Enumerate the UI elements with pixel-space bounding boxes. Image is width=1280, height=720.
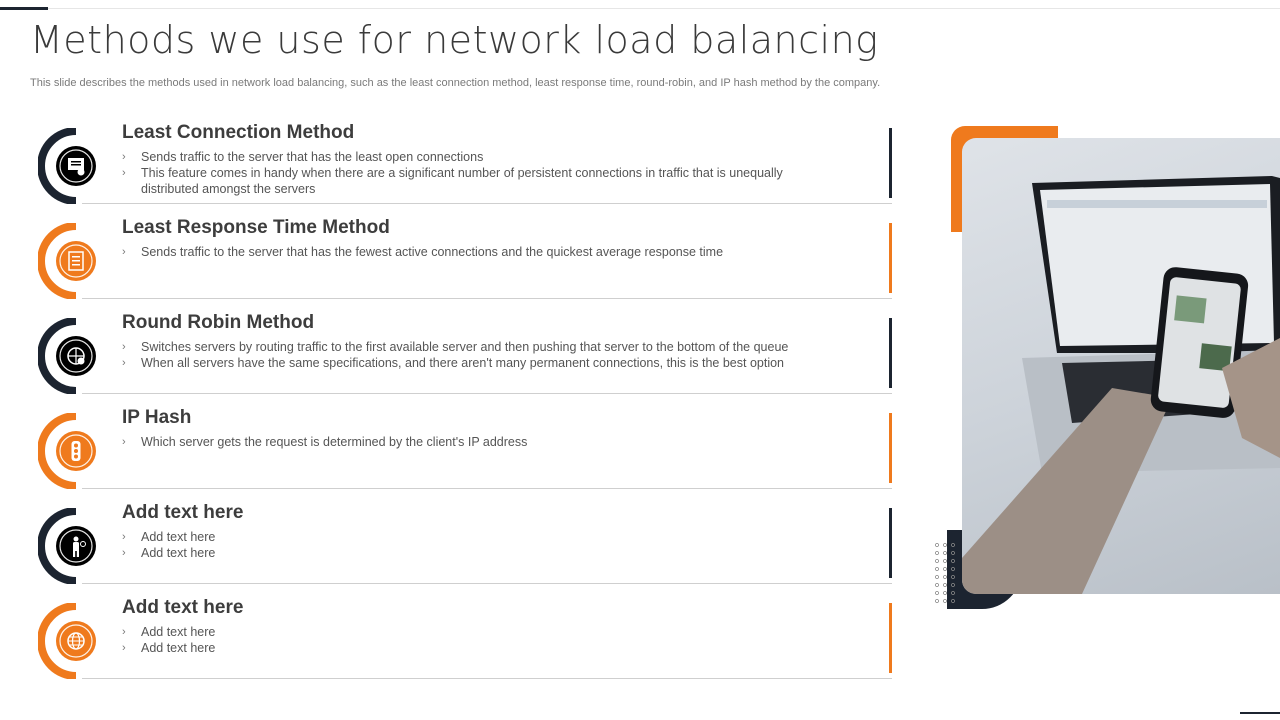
method-icon-badge — [38, 603, 114, 679]
bullet-item — [122, 244, 832, 260]
method-bullets — [122, 339, 832, 371]
globe-settings-icon — [68, 348, 85, 365]
chevron-right-icon: › — [122, 626, 126, 638]
row-accent-bar — [889, 223, 892, 293]
row-accent-bar — [889, 508, 892, 578]
method-title: Least Connection Method — [122, 122, 355, 143]
bullet-item — [122, 624, 832, 640]
method-icon-badge — [38, 223, 114, 299]
bullet-text: Add text here — [141, 625, 216, 639]
row-divider — [82, 393, 892, 394]
chevron-right-icon: › — [122, 547, 126, 559]
dot-pattern — [933, 541, 955, 607]
traffic-light-icon — [72, 441, 81, 461]
method-bullets — [122, 529, 832, 561]
row-accent-bar — [889, 413, 892, 483]
method-title: Round Robin Method — [122, 312, 315, 333]
bullet-text: This feature comes in handy when there are a significant number of persistent connections in traffic that is unequally distributed amongst the servers — [141, 166, 783, 196]
method-icon-badge — [38, 508, 114, 584]
chevron-right-icon: › — [122, 167, 126, 179]
row-divider — [82, 488, 892, 489]
bullet-item — [122, 149, 832, 165]
bullet-text: Add text here — [141, 546, 216, 560]
method-icon-badge — [38, 413, 114, 489]
chevron-right-icon: › — [122, 246, 126, 258]
method-title: IP Hash — [122, 407, 192, 428]
chevron-right-icon: › — [122, 642, 126, 654]
bullet-text: Which server gets the request is determined by the client's IP address — [141, 435, 528, 449]
method-row — [38, 407, 892, 489]
method-bullets — [122, 149, 832, 197]
method-bullets — [122, 244, 832, 260]
chevron-right-icon: › — [122, 151, 126, 163]
chevron-right-icon: › — [122, 341, 126, 353]
chevron-right-icon: › — [122, 436, 126, 448]
bullet-text: Add text here — [141, 530, 216, 544]
row-divider — [82, 298, 892, 299]
bullet-text: Add text here — [141, 641, 216, 655]
method-title: Least Response Time Method — [122, 217, 390, 238]
bullet-item — [122, 529, 832, 545]
row-divider — [82, 203, 892, 204]
method-icon-badge — [38, 318, 114, 394]
row-accent-bar — [889, 603, 892, 673]
bullet-text: Sends traffic to the server that has the fewest active connections and the quickest average response time — [141, 245, 724, 259]
method-title: Add text here — [122, 597, 244, 618]
page-title: Methods we use for network load balancing — [30, 18, 879, 62]
bullet-item — [122, 165, 832, 197]
method-row — [38, 597, 892, 679]
bullet-item — [122, 339, 832, 355]
bullet-text: When all servers have the same specifications, and there aren't many permanent connections, this is the best option — [141, 356, 785, 370]
bullet-item — [122, 545, 832, 561]
row-accent-bar — [889, 128, 892, 198]
method-row — [38, 312, 892, 394]
method-row — [38, 217, 892, 299]
top-accent-bar — [0, 7, 48, 10]
bullet-text: Switches servers by routing traffic to the first available server and then pushing that server to the bottom of the queue — [141, 340, 789, 354]
method-row — [38, 122, 892, 204]
page-subtitle: This slide describes the methods used in network load balancing, such as the least connection method, least response time, round-robin, and IP hash method by the company. — [30, 77, 881, 89]
bullet-item — [122, 640, 832, 656]
laptop-phone-photo — [962, 138, 1280, 594]
bullet-item — [122, 355, 832, 371]
bottom-accent-bar — [1240, 712, 1280, 714]
method-row — [38, 502, 892, 584]
method-bullets — [122, 624, 832, 656]
method-title: Add text here — [122, 502, 244, 523]
row-accent-bar — [889, 318, 892, 388]
bullet-item — [122, 434, 832, 450]
chevron-right-icon: › — [122, 531, 126, 543]
top-divider — [48, 8, 1280, 9]
row-divider — [82, 678, 892, 679]
bullet-text: Sends traffic to the server that has the least open connections — [141, 150, 484, 164]
chevron-right-icon: › — [122, 357, 126, 369]
row-divider — [82, 583, 892, 584]
method-icon-badge — [38, 128, 114, 204]
method-bullets — [122, 434, 832, 450]
